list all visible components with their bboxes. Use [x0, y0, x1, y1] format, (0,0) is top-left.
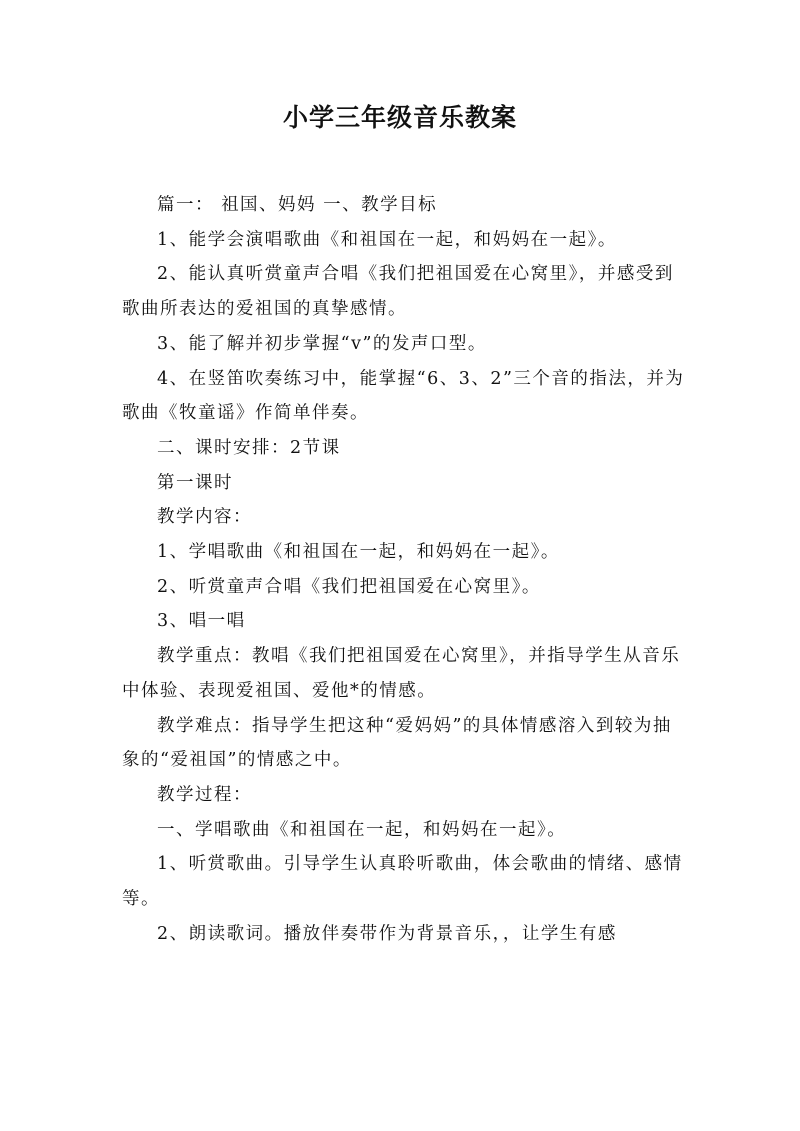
- paragraph: 教学过程：: [157, 784, 252, 805]
- paragraph: 第一课时: [157, 472, 233, 493]
- paragraph: 2、能认真听赏童声合唱《我们把祖国爱在心窝里》，并感受到歌曲所表达的爱祖国的真挚感情。: [122, 264, 674, 320]
- paragraph: 3、唱一唱: [157, 611, 246, 632]
- paragraph: 二、课时安排：2节课: [157, 437, 341, 458]
- paragraph: 教学难点：指导学生把这种“爱妈妈”的具体情感溶入到较为抽象的“爱祖国”的情感之中。: [122, 715, 672, 771]
- paragraph: 1、能学会演唱歌曲《和祖国在一起，和妈妈在一起》。: [157, 229, 617, 250]
- paragraph: 2、听赏童声合唱《我们把祖国爱在心窝里》。: [157, 576, 541, 597]
- paragraph: 1、听赏歌曲。引导学生认真聆听歌曲，体会歌曲的情绪、感情等。: [122, 854, 683, 910]
- paragraph: 篇一： 祖国、妈妈 一、教学目标: [157, 195, 438, 215]
- paragraph: 2、朗读歌词。播放伴奏带作为背景音乐，，让学生有感: [157, 923, 617, 944]
- paragraph: 教学重点：教唱《我们把祖国爱在心窝里》，并指导学生从音乐中体验、表现爱祖国、爱他*的情感。: [122, 646, 681, 701]
- paragraph: 一、学唱歌曲《和祖国在一起，和妈妈在一起》。: [157, 819, 567, 840]
- paragraph: 教学内容：: [157, 507, 252, 528]
- paragraph: 1、学唱歌曲《和祖国在一起，和妈妈在一起》。: [157, 542, 560, 563]
- document-title: 小学三年级音乐教案: [282, 103, 517, 132]
- paragraph: 3、能了解并初步掌握“v”的发声口型。: [157, 333, 487, 354]
- paragraph: 4、在竖笛吹奏练习中，能掌握“6、3、2”三个音的指法，并为歌曲《牧童谣》作简单伴奏。: [122, 368, 685, 424]
- document-body: [122, 188, 690, 951]
